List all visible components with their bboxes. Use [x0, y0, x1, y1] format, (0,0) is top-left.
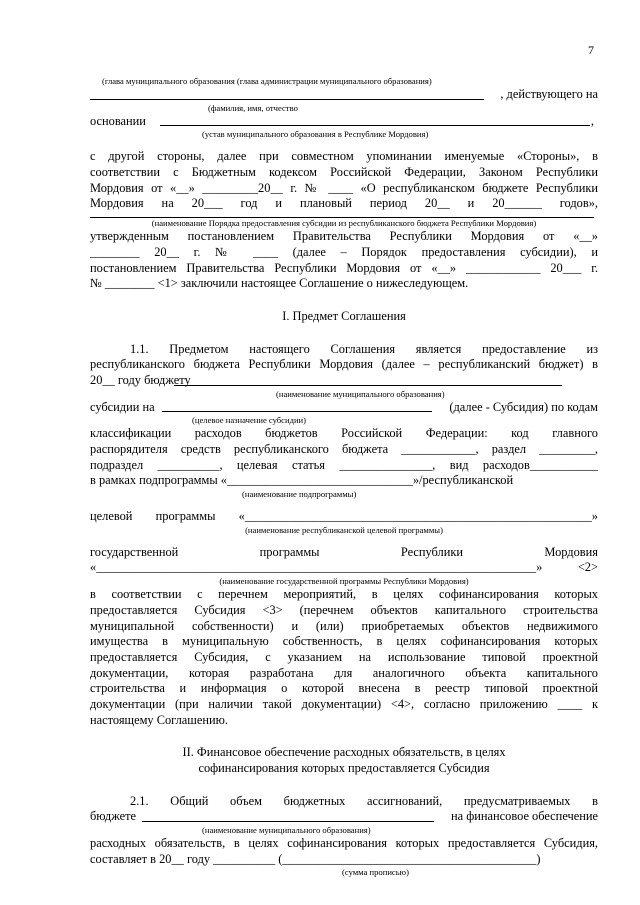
caption-subprogram: (наименование подпрограммы): [242, 489, 357, 500]
text-line: республиканского бюджета Республики Мордовия (далее – республиканский бюджет) в: [90, 357, 598, 372]
text-line: составляет в 20__ году __________ (_________________________________________): [90, 851, 541, 866]
text-line: имущества в муниципальную собственность, в целях софинансирования которых: [90, 634, 598, 649]
subsidy-purpose-line: [90, 400, 598, 416]
page-number: 7: [588, 43, 594, 57]
caption-state-program: (наименование государственной программы Республики Мордовия): [219, 576, 469, 587]
caption-subsidy-purpose: (целевое назначение субсидии): [192, 415, 307, 426]
subsidy-for-label: субсидии на: [90, 399, 155, 414]
text-line: целевой программы «________________________________________________________»: [90, 509, 598, 524]
text-line: ________ 20__ г. № ____ (далее – Порядок предоставления субсидии), и: [90, 244, 598, 259]
text-line: подраздел __________, целевая статья _______________, вид расходов___________: [90, 457, 598, 472]
text-line: с другой стороны, далее при совместном упоминании именуемые «Стороны», в: [90, 149, 598, 164]
financing-label: на финансовое обеспечение: [450, 809, 598, 824]
text-line: настоящему Соглашению.: [90, 712, 228, 727]
text-line: предоставляется Субсидия <3> (перечнем объектов капитального строительства: [90, 602, 598, 617]
basis-line: [90, 114, 598, 130]
year-budget-label: 20__ году бюджету: [90, 372, 191, 387]
document-body: [90, 76, 598, 878]
text-line: предоставляется Субсидия, с указанием на использование типовой проектной: [90, 649, 598, 664]
text-line: № ________ <1> заключили настоящее Соглашение о нижеследующем.: [90, 276, 469, 291]
blank-underline: [160, 125, 590, 126]
text-line: документации, которая разработана для аналогичного объекта капитального: [90, 665, 598, 680]
text-line: 1.1. Предметом настоящего Соглашения является предоставление из: [130, 341, 598, 356]
text-line: постановлением Правительства Республики Мордовия от «__» ____________ 20___ г.: [90, 260, 598, 275]
caption-head-title: (глава муниципального образования (глава администрации муниципального образования): [102, 76, 432, 86]
text-line: расходных обязательств, в целях софинансирования которых предоставляется Субсидия,: [90, 836, 598, 851]
subsidy-codes-label: (далее - Субсидия) по кодам: [449, 399, 598, 414]
municipality-line: [90, 373, 598, 389]
text-line: в рамках подпрограммы «______________________________»/республиканской: [90, 473, 514, 488]
caption-amount-words: (сумма прописью): [342, 867, 409, 878]
budget-label: бюджете: [90, 809, 137, 824]
text-line: муниципальной собственности) и (или) приобретаемых объектов недвижимого: [90, 618, 598, 633]
blank-underline: [162, 411, 432, 412]
section-2-heading-line-2: софинансирования которых предоставляется Субсидия: [198, 761, 490, 776]
text-line: строительства и информация о которой внесена в реестр типовой проектной: [90, 681, 598, 696]
text-line: государственной программы Республики Мордовия: [90, 544, 598, 559]
blank-underline: [174, 385, 562, 386]
caption-municipality: (наименование муниципального образования): [276, 388, 445, 399]
caption-full-name: (фамилия, имя, отчество: [208, 102, 298, 113]
blank-underline: [90, 99, 484, 100]
text-line: Мордовия от «__» _________20__ г. № ____ «О республиканском бюджете Республики: [90, 180, 598, 195]
caption-municipality-2: (наименование муниципального образования): [202, 825, 371, 836]
budget-line: [90, 809, 598, 825]
section-1-heading: I. Предмет Соглашения: [282, 308, 406, 323]
text-line: соответствии с Бюджетным кодексом Российской Федерации, Законом Республики: [90, 165, 598, 180]
text-line: распорядителя средств республиканского бюджета ____________, раздел _________,: [90, 442, 598, 457]
text-line: классификации расходов бюджетов Российской Федерации: код главного: [90, 426, 598, 441]
caption-charter: (устав муниципального образования в Республике Мордовия): [202, 129, 429, 140]
text-line: Мордовия на 20___ год и плановый период 20__ и 20______ годов»,: [90, 196, 598, 211]
text-line: «_______________________________________________________________________» <2>: [90, 560, 598, 575]
basis-label: основании: [90, 113, 146, 128]
text-line: в соответствии с перечнем мероприятий, в целях софинансирования которых: [90, 587, 598, 602]
text-line: утвержденным постановлением Правительства Республики Мордовия от «__»: [90, 229, 598, 244]
section-2-heading-line-1: II. Финансовое обеспечение расходных обязательств, в целях: [182, 745, 506, 760]
head-name-line: [90, 87, 598, 103]
caption-target-program: (наименование республиканской целевой программы): [245, 524, 443, 535]
head-name-line-end: , действующего на: [500, 87, 598, 101]
blank-underline: [142, 821, 434, 822]
caption-procedure: (наименование Порядка предоставления субсидии из республиканского бюджета Республики Мордовия): [151, 218, 537, 229]
basis-line-end: ,: [590, 113, 594, 128]
text-line: документации (при наличии такой документации) <4>, согласно приложению ____ к: [90, 696, 598, 711]
text-line: 2.1. Общий объем бюджетных ассигнований, предусматриваемых в: [130, 793, 598, 808]
